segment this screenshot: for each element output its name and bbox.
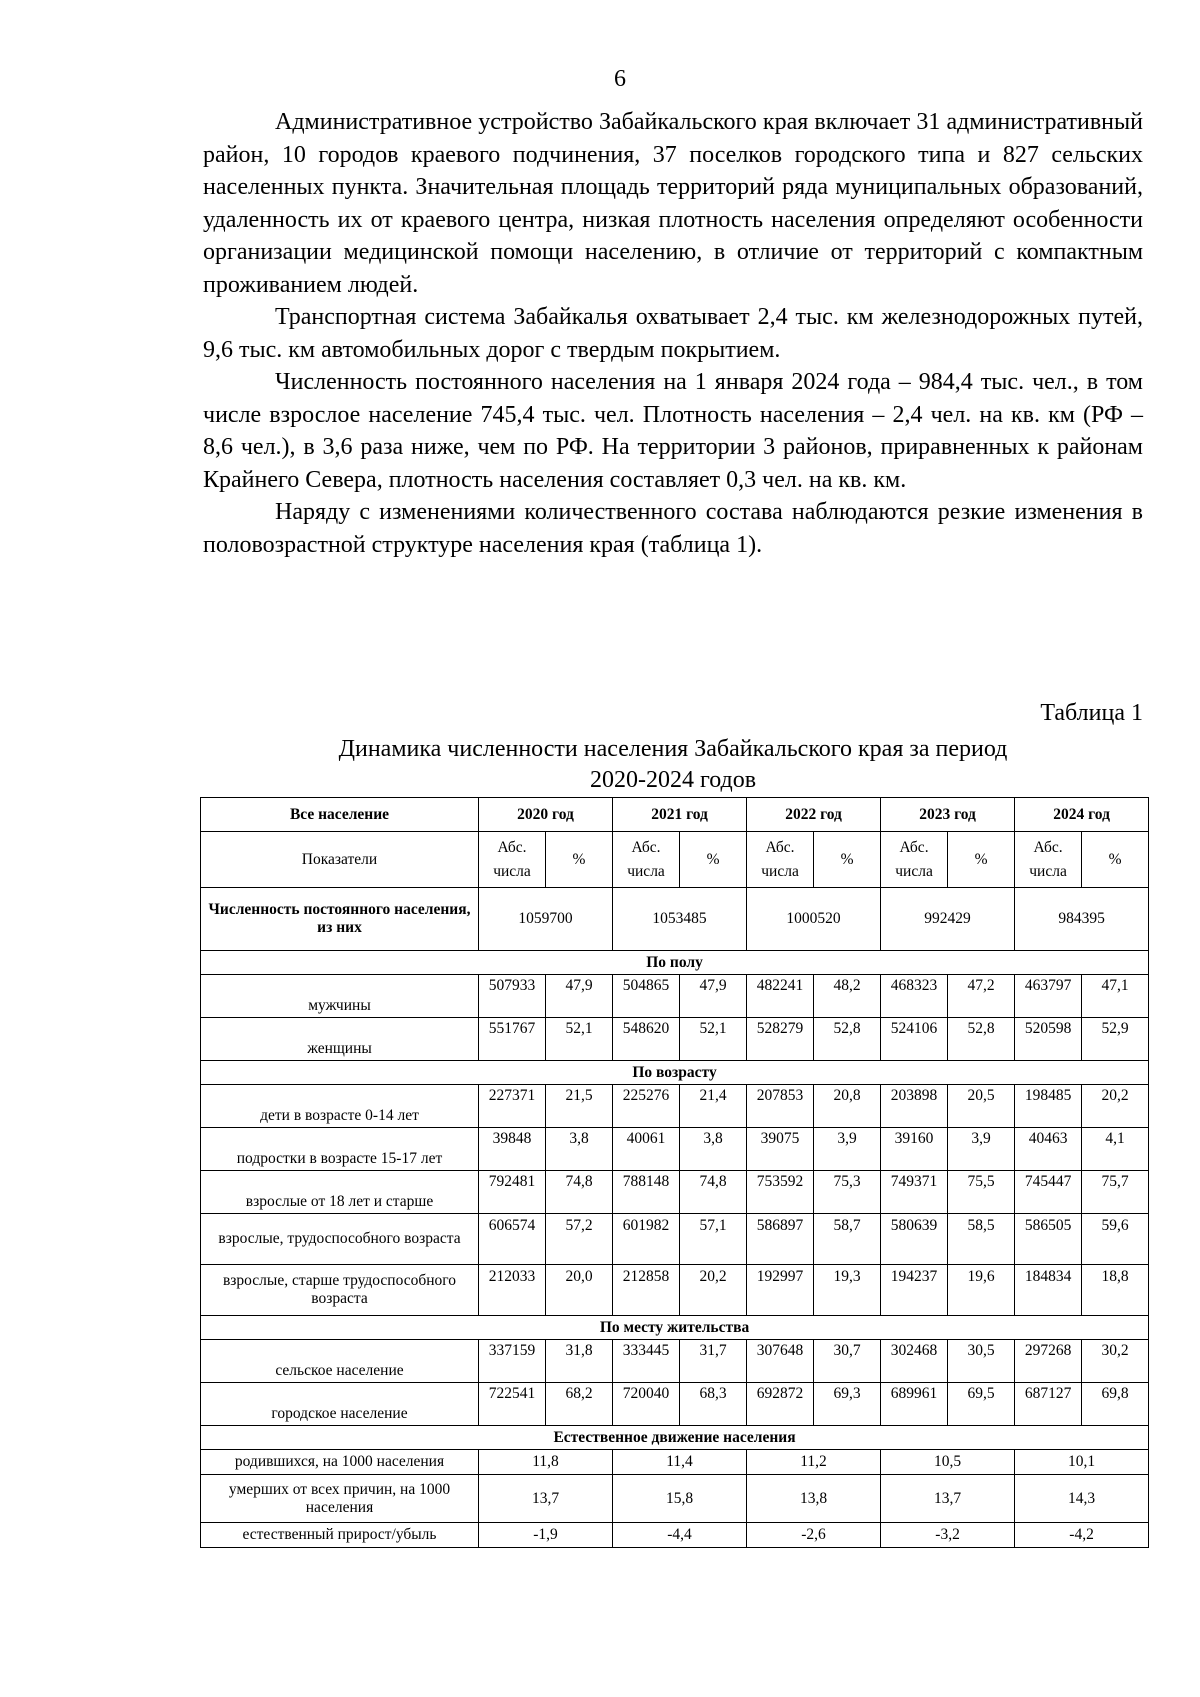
pct-value: 57,2 — [546, 1214, 613, 1265]
abs-value: 692872 — [747, 1383, 814, 1426]
abs-value: 586897 — [747, 1214, 814, 1265]
pct-value: 59,6 — [1082, 1214, 1149, 1265]
pct-value: 47,2 — [948, 975, 1015, 1018]
total-row — [201, 888, 1149, 951]
abs-value: 39848 — [479, 1128, 546, 1171]
section-row — [201, 1426, 1149, 1450]
pct-value: 75,3 — [814, 1171, 881, 1214]
table-row — [201, 1018, 1149, 1061]
pct-value: 20,5 — [948, 1085, 1015, 1128]
abs-header-line: Абс. — [1033, 838, 1063, 856]
row-label: подростки в возрасте 15-17 лет — [201, 1128, 479, 1171]
paragraph: Административное устройство Забайкальского края включает 31 административный район, 10 городов краевого подчинения, 37 поселков городского типа и 827 сельских населенных пункта. Значительная площадь территорий ряда муниципальных образований, удаленность их от краевого центра, низкая плотность населения определяют особенности организации медицинской помощи населению, в отличие от территорий с компактным проживанием людей. — [203, 109, 1143, 298]
pct-value: 69,5 — [948, 1383, 1015, 1426]
year-header: 2021 год — [613, 798, 747, 832]
abs-value: 40061 — [613, 1128, 680, 1171]
abs-value: 524106 — [881, 1018, 948, 1061]
table-label: Таблица 1 — [1040, 700, 1143, 726]
abs-value: 601982 — [613, 1214, 680, 1265]
abs-value: 504865 — [613, 975, 680, 1018]
section-row — [201, 951, 1149, 975]
abs-value: 192997 — [747, 1265, 814, 1316]
rate-value: 10,5 — [881, 1450, 1015, 1475]
paragraph: Численность постоянного населения на 1 января 2024 года – 984,4 тыс. чел., в том числе взрослое население 745,4 тыс. чел. Плотность населения – 2,4 чел. на кв. км (РФ – 8,6 чел.), в 3,6 раза ниже, чем по РФ. На территории 3 районов, приравненных к районам Крайнего Севера, плотность населения составляет 0,3 чел. на кв. км. — [203, 369, 1143, 493]
pct-value: 21,5 — [546, 1085, 613, 1128]
pct-value: 30,7 — [814, 1340, 881, 1383]
abs-value: 468323 — [881, 975, 948, 1018]
abs-value: 227371 — [479, 1085, 546, 1128]
rate-value: -2,6 — [747, 1523, 881, 1548]
row-label: дети в возрасте 0-14 лет — [201, 1085, 479, 1128]
total-value: 984395 — [1015, 888, 1149, 951]
abs-header — [881, 832, 948, 888]
table-title-line: 2020-2024 годов — [589, 767, 757, 793]
abs-value: 302468 — [881, 1340, 948, 1383]
abs-value: 333445 — [613, 1340, 680, 1383]
table-row — [201, 1450, 1149, 1475]
pct-value: 3,9 — [948, 1128, 1015, 1171]
pct-value: 31,7 — [680, 1340, 747, 1383]
row-label: естественный прирост/убыль — [201, 1523, 479, 1548]
rate-value: 15,8 — [613, 1475, 747, 1523]
table-row — [201, 1523, 1149, 1548]
pct-header: % — [1082, 832, 1149, 888]
row-label: сельское население — [201, 1340, 479, 1383]
abs-value: 297268 — [1015, 1340, 1082, 1383]
total-value: 992429 — [881, 888, 1015, 951]
table-row — [201, 1383, 1149, 1426]
header-row — [201, 798, 1149, 832]
pct-value: 31,8 — [546, 1340, 613, 1383]
pct-value: 47,1 — [1082, 975, 1149, 1018]
pct-value: 75,5 — [948, 1171, 1015, 1214]
abs-header-line: числа — [761, 862, 799, 880]
abs-value: 307648 — [747, 1340, 814, 1383]
rate-value: 13,8 — [747, 1475, 881, 1523]
rate-value: 13,7 — [881, 1475, 1015, 1523]
abs-value: 207853 — [747, 1085, 814, 1128]
page-number: 6 — [614, 66, 626, 92]
section-row — [201, 1316, 1149, 1340]
abs-header — [479, 832, 546, 888]
rate-value: 11,4 — [613, 1450, 747, 1475]
table-row — [201, 1340, 1149, 1383]
abs-value: 203898 — [881, 1085, 948, 1128]
pct-value: 19,6 — [948, 1265, 1015, 1316]
pct-value: 3,8 — [680, 1128, 747, 1171]
pct-value: 47,9 — [680, 975, 747, 1018]
abs-value: 580639 — [881, 1214, 948, 1265]
row-label: умерших от всех причин, на 1000 населения — [201, 1475, 479, 1523]
pct-value: 19,3 — [814, 1265, 881, 1316]
abs-header — [747, 832, 814, 888]
abs-value: 722541 — [479, 1383, 546, 1426]
pct-value: 52,8 — [814, 1018, 881, 1061]
pct-value: 20,8 — [814, 1085, 881, 1128]
abs-value: 39075 — [747, 1128, 814, 1171]
table-row — [201, 1128, 1149, 1171]
paragraph: Наряду с изменениями количественного состава наблюдаются резкие изменения в половозрастной структуре населения края (таблица 1). — [203, 499, 1143, 558]
rate-value: 10,1 — [1015, 1450, 1149, 1475]
abs-header-line: числа — [895, 862, 933, 880]
pct-value: 68,3 — [680, 1383, 747, 1426]
abs-value: 753592 — [747, 1171, 814, 1214]
pct-value: 58,7 — [814, 1214, 881, 1265]
section-title: По возрасту — [201, 1061, 1149, 1085]
pct-value: 68,2 — [546, 1383, 613, 1426]
body-text — [203, 106, 1143, 561]
table-row — [201, 1214, 1149, 1265]
pct-value: 75,7 — [1082, 1171, 1149, 1214]
abs-header-line: числа — [1029, 862, 1067, 880]
rate-value: -3,2 — [881, 1523, 1015, 1548]
pct-header: % — [680, 832, 747, 888]
table-row — [201, 975, 1149, 1018]
pct-value: 4,1 — [1082, 1128, 1149, 1171]
pct-value: 20,2 — [1082, 1085, 1149, 1128]
table-row — [201, 1265, 1149, 1316]
abs-value: 507933 — [479, 975, 546, 1018]
pct-value: 52,8 — [948, 1018, 1015, 1061]
rate-value: -4,2 — [1015, 1523, 1149, 1548]
table-title — [203, 734, 1143, 796]
row-label: городское население — [201, 1383, 479, 1426]
abs-value: 548620 — [613, 1018, 680, 1061]
table-row — [201, 1171, 1149, 1214]
pct-header: % — [546, 832, 613, 888]
abs-value: 198485 — [1015, 1085, 1082, 1128]
row-label: женщины — [201, 1018, 479, 1061]
total-value: 1059700 — [479, 888, 613, 951]
rate-value: 11,2 — [747, 1450, 881, 1475]
abs-value: 749371 — [881, 1171, 948, 1214]
abs-header — [613, 832, 680, 888]
pct-value: 30,2 — [1082, 1340, 1149, 1383]
total-label: Численность постоянного населения, из них — [201, 888, 479, 951]
subheader-row — [201, 832, 1149, 888]
year-header: 2023 год — [881, 798, 1015, 832]
pct-value: 47,9 — [546, 975, 613, 1018]
abs-value: 745447 — [1015, 1171, 1082, 1214]
pct-value: 20,0 — [546, 1265, 613, 1316]
rate-value: 13,7 — [479, 1475, 613, 1523]
pct-value: 20,2 — [680, 1265, 747, 1316]
abs-value: 184834 — [1015, 1265, 1082, 1316]
year-header: 2020 год — [479, 798, 613, 832]
abs-value: 482241 — [747, 975, 814, 1018]
pct-header: % — [948, 832, 1015, 888]
total-value: 1000520 — [747, 888, 881, 951]
pct-value: 74,8 — [546, 1171, 613, 1214]
pct-value: 74,8 — [680, 1171, 747, 1214]
pct-header: % — [814, 832, 881, 888]
abs-value: 720040 — [613, 1383, 680, 1426]
pct-value: 52,1 — [546, 1018, 613, 1061]
table-row — [201, 1085, 1149, 1128]
corner-header: Все население — [201, 798, 479, 832]
pct-value: 30,5 — [948, 1340, 1015, 1383]
abs-value: 788148 — [613, 1171, 680, 1214]
abs-value: 337159 — [479, 1340, 546, 1383]
abs-value: 792481 — [479, 1171, 546, 1214]
abs-header — [1015, 832, 1082, 888]
pct-value: 48,2 — [814, 975, 881, 1018]
pct-value: 3,9 — [814, 1128, 881, 1171]
abs-header-line: Абс. — [899, 838, 929, 856]
pct-value: 69,3 — [814, 1383, 881, 1426]
indicators-header: Показатели — [201, 832, 479, 888]
abs-header-line: числа — [627, 862, 665, 880]
pct-value: 52,9 — [1082, 1018, 1149, 1061]
pct-value: 3,8 — [546, 1128, 613, 1171]
abs-value: 606574 — [479, 1214, 546, 1265]
rate-value: 14,3 — [1015, 1475, 1149, 1523]
section-row — [201, 1061, 1149, 1085]
section-title: Естественное движение населения — [201, 1426, 1149, 1450]
abs-value: 40463 — [1015, 1128, 1082, 1171]
abs-value: 39160 — [881, 1128, 948, 1171]
abs-value: 225276 — [613, 1085, 680, 1128]
abs-value: 212033 — [479, 1265, 546, 1316]
pct-value: 21,4 — [680, 1085, 747, 1128]
section-title: По месту жительства — [201, 1316, 1149, 1340]
abs-value: 687127 — [1015, 1383, 1082, 1426]
abs-header-line: Абс. — [631, 838, 661, 856]
abs-value: 194237 — [881, 1265, 948, 1316]
year-header: 2024 год — [1015, 798, 1149, 832]
pct-value: 18,8 — [1082, 1265, 1149, 1316]
section-title: По полу — [201, 951, 1149, 975]
abs-header-line: числа — [493, 862, 531, 880]
rate-value: 11,8 — [479, 1450, 613, 1475]
pct-value: 57,1 — [680, 1214, 747, 1265]
abs-value: 520598 — [1015, 1018, 1082, 1061]
abs-value: 212858 — [613, 1265, 680, 1316]
rate-value: -1,9 — [479, 1523, 613, 1548]
row-label: взрослые от 18 лет и старше — [201, 1171, 479, 1214]
table-title-line: Динамика численности населения Забайкальского края за период — [338, 736, 1008, 762]
abs-value: 528279 — [747, 1018, 814, 1061]
abs-header-line: Абс. — [765, 838, 795, 856]
abs-value: 551767 — [479, 1018, 546, 1061]
abs-header-line: Абс. — [497, 838, 527, 856]
abs-value: 586505 — [1015, 1214, 1082, 1265]
pct-value: 69,8 — [1082, 1383, 1149, 1426]
row-label: мужчины — [201, 975, 479, 1018]
abs-value: 689961 — [881, 1383, 948, 1426]
population-table — [200, 797, 1149, 1548]
row-label: взрослые, трудоспособного возраста — [201, 1214, 479, 1265]
rate-value: -4,4 — [613, 1523, 747, 1548]
paragraph: Транспортная система Забайкалья охватывает 2,4 тыс. км железнодорожных путей, 9,6 тыс. км автомобильных дорог с твердым покрытием. — [203, 304, 1143, 363]
row-label: взрослые, старше трудоспособного возраста — [201, 1265, 479, 1316]
table-row — [201, 1475, 1149, 1523]
total-value: 1053485 — [613, 888, 747, 951]
abs-value: 463797 — [1015, 975, 1082, 1018]
row-label: родившихся, на 1000 населения — [201, 1450, 479, 1475]
pct-value: 52,1 — [680, 1018, 747, 1061]
year-header: 2022 год — [747, 798, 881, 832]
pct-value: 58,5 — [948, 1214, 1015, 1265]
